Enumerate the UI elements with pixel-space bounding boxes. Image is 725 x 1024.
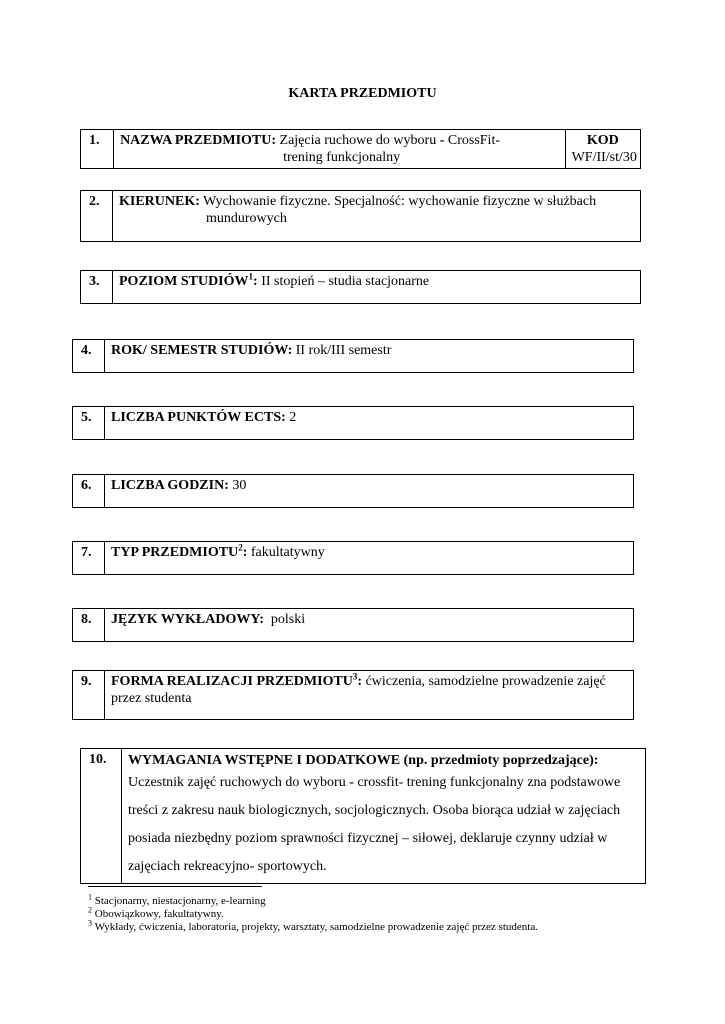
section-number: 6. xyxy=(73,475,105,508)
colon: : xyxy=(253,274,258,289)
section-label: TYP PRZEDMIOTU xyxy=(111,545,239,560)
prerequisites-text xyxy=(128,769,639,881)
colon: : xyxy=(242,545,248,560)
section-number: 10. xyxy=(81,749,122,884)
section-1-course-name xyxy=(80,129,641,169)
section-label: FORMA REALIZACJI PRZEDMIOTU xyxy=(111,674,353,689)
section-number: 2. xyxy=(81,191,113,242)
footnotes xyxy=(88,892,538,934)
form-of-delivery-value: ćwiczenia, samodzielne prowadzenie zajęć xyxy=(365,674,606,689)
hours-value: 30 xyxy=(232,478,247,493)
section-number: 5. xyxy=(73,407,105,440)
level-of-study-value: II stopień – studia stacjonarne xyxy=(261,274,430,289)
footnote-separator xyxy=(88,886,262,887)
footnote-1: $^1$ Stacjonarny, niestacjonarny, e-learning xyxy=(88,892,266,907)
code-label: KOD xyxy=(586,133,619,148)
footnote-2: $^2$ Obowiązkowy, fakultatywny. xyxy=(88,905,224,920)
section-label: NAZWA PRZEDMIOTU: xyxy=(120,133,277,148)
field-of-study-value: Wychowanie fizyczne. Specjalność: wychowanie fizyczne w służbach xyxy=(203,194,597,209)
ects-points-value: 2 xyxy=(289,410,297,425)
section-number: 7. xyxy=(73,542,105,575)
prerequisites-line-1a: Uczestnik zajęć ruchowych do wyboru xyxy=(128,775,346,790)
section-label: LICZBA PUNKTÓW ECTS: xyxy=(111,410,286,425)
section-number: 9. xyxy=(73,671,105,720)
form-of-delivery-value-line2: przez studenta xyxy=(111,691,192,706)
course-type-value: fakultatywny xyxy=(250,545,325,560)
dash: - xyxy=(439,133,445,148)
footnote-ref: 3 xyxy=(352,671,358,682)
section-number: 8. xyxy=(73,609,105,642)
year-semester-value: II rok/III semestr xyxy=(295,343,392,358)
section-label: POZIOM STUDIÓW xyxy=(119,274,249,289)
section-4-year-semester xyxy=(72,339,634,373)
section-8-language xyxy=(72,608,634,642)
section-6-hours xyxy=(72,474,634,508)
field-of-study-value-line2: mundurowych xyxy=(206,211,287,226)
course-name-value-cont: CrossFit- xyxy=(447,133,500,148)
prerequisites-line-3: posiada niezbędny poziom sprawności fizycznej – siłowej, deklaruje czynny udział w xyxy=(128,831,608,846)
prerequisites-line-1b: crossfit- trening funkcjonalny zna podstawowe xyxy=(357,775,621,790)
prerequisites-line-2: treści z zakresu nauk biologicznych, socjologicznych. Osoba biorąca udział w zajęciach xyxy=(128,803,621,818)
prerequisites-line-4: zajęciach rekreacyjno- sportowych. xyxy=(128,859,327,874)
course-name-value: Zajęcia ruchowe do wyboru xyxy=(279,133,437,148)
course-name-value-line2: trening funkcjonalny xyxy=(283,150,401,165)
section-2-field-of-study xyxy=(80,190,641,242)
section-label: JĘZYK WYKŁADOWY: xyxy=(111,612,264,627)
section-label: ROK/ SEMESTR STUDIÓW: xyxy=(111,343,293,358)
dash: - xyxy=(349,775,354,790)
section-label: KIERUNEK: xyxy=(119,194,200,209)
section-5-ects-points xyxy=(72,406,634,440)
section-9-form-of-delivery xyxy=(72,670,634,720)
footnote-ref: 2 xyxy=(238,542,243,553)
section-label: WYMAGANIA WSTĘPNE I DODATKOWE (np. przedmioty poprzedzające): xyxy=(128,753,599,768)
language-value: polski xyxy=(270,612,306,627)
section-number: 1. xyxy=(81,130,114,169)
footnote-3: $^3$ Wykłady, ćwiczenia, laboratoria, projekty, warsztaty, samodzielne prowadzenie zajęć przez studenta. xyxy=(88,918,538,933)
section-label: LICZBA GODZIN: xyxy=(111,478,229,493)
section-3-level-of-study xyxy=(80,270,641,304)
section-number: 3. xyxy=(81,271,113,304)
code-value: WF/II/st/30 xyxy=(571,150,637,165)
section-number: 4. xyxy=(73,340,105,373)
section-10-prerequisites xyxy=(80,748,646,884)
section-7-course-type xyxy=(72,541,634,575)
document-title: KARTA PRZEDMIOTU xyxy=(288,86,437,101)
colon: : xyxy=(357,674,363,689)
footnote-ref: 1 xyxy=(248,271,254,282)
